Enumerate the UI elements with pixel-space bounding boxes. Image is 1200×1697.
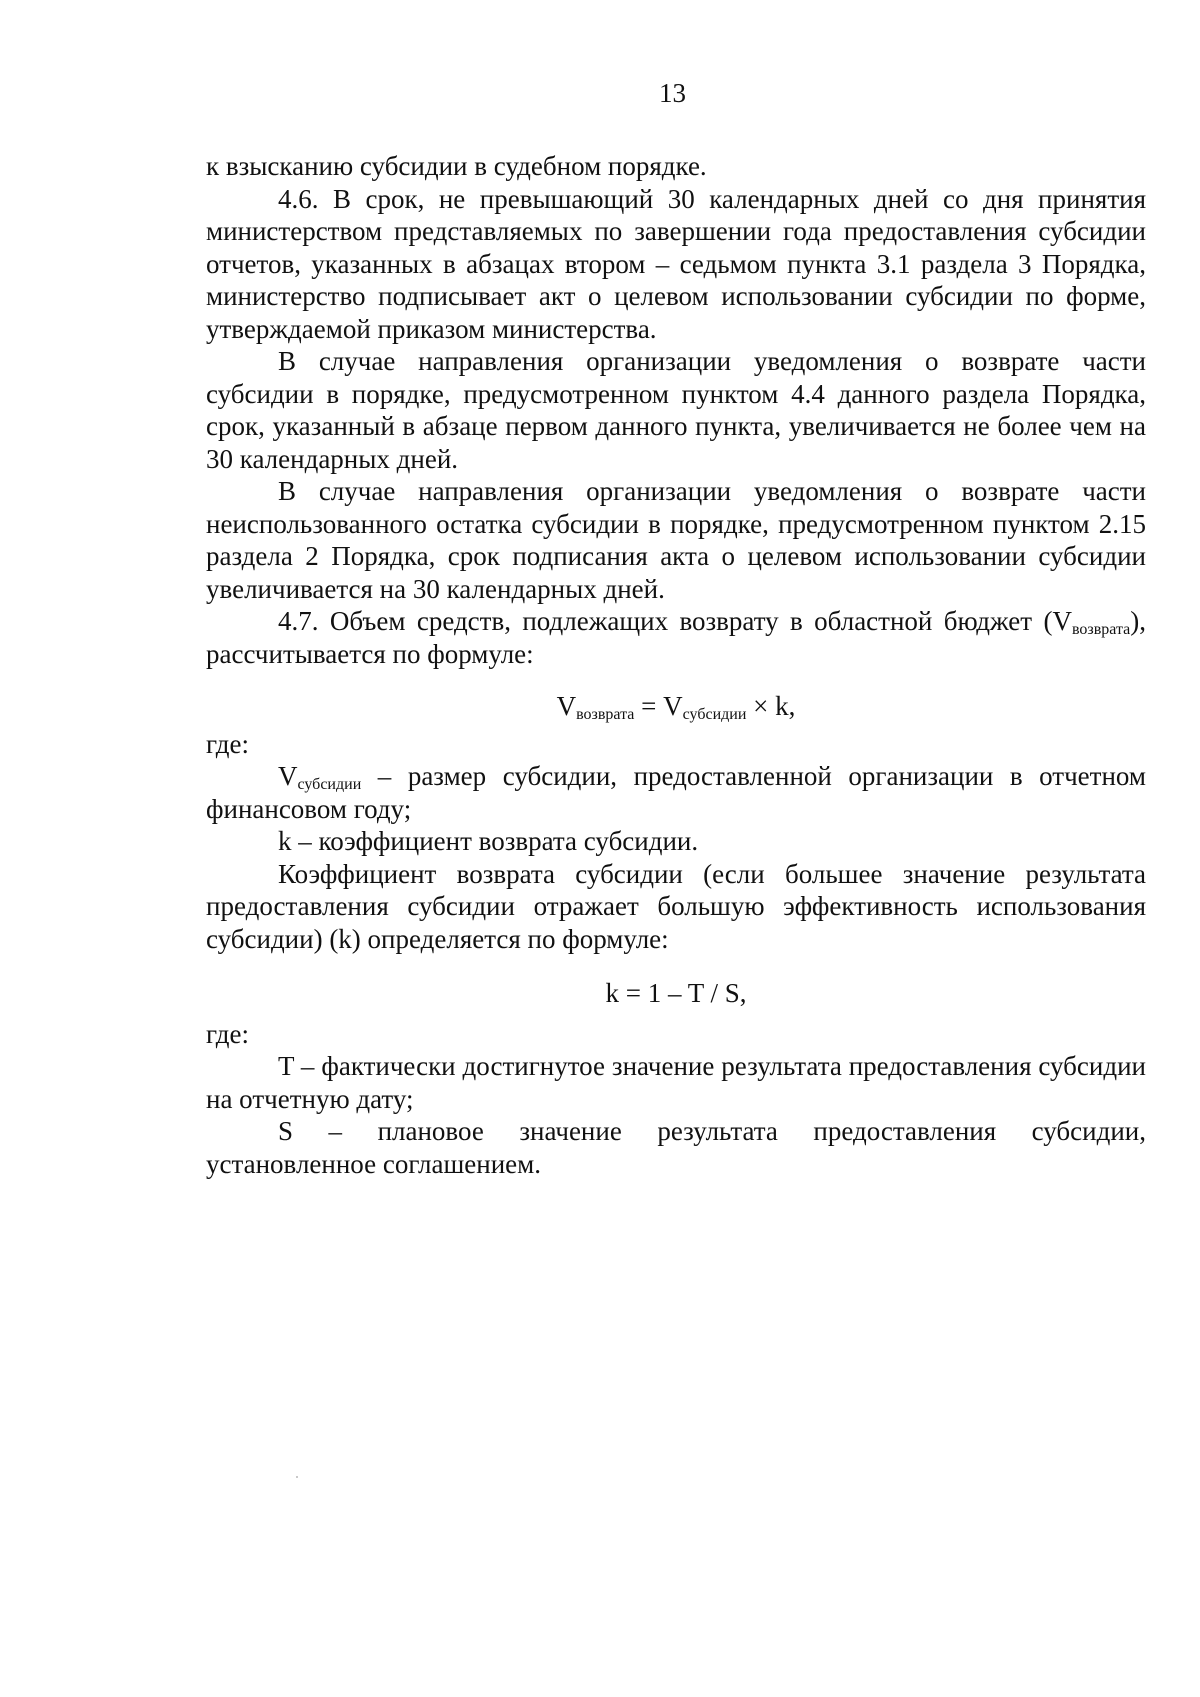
document-body xyxy=(206,150,1146,1180)
formula-times-k: × k, xyxy=(746,691,796,721)
where-label-2: где: xyxy=(206,1018,249,1049)
definition-k: k – коэффициент возврата субсидии. xyxy=(278,826,699,856)
paragraph-return-notice-1: В случае направления организации уведомления о возврате части субсидии в порядке, предусмотренном пунктом 4.4 данного раздела Порядка, срок, указанный в абзаце первом данного пункта, увеличивается не более чем на 30 календарных дней. xyxy=(206,346,1146,474)
formula-coefficient: k = 1 – T / S, xyxy=(605,978,747,1008)
definition-s: S – плановое значение результата предоставления субсидии, установленное соглашением. xyxy=(206,1116,1146,1179)
definition-v-subsidii xyxy=(206,760,1146,825)
definition-t: T – фактически достигнутое значение результата предоставления субсидии на отчетную дату; xyxy=(206,1051,1146,1114)
subscript-vozvrata: возврата xyxy=(1071,621,1131,638)
paragraph-4-7 xyxy=(206,605,1146,670)
paragraph-4-7-tail: ), рассчитывается по формуле: xyxy=(206,606,1146,669)
formula-equals-v: = V xyxy=(634,691,683,721)
paragraph-4-7-text: 4.7. Объем средств, подлежащих возврату в областной бюджет (V xyxy=(278,606,1072,636)
paragraph-return-notice-2: В случае направления организации уведомления о возврате части неиспользованного остатка субсидии в порядке, предусмотренном пунктом 2.15 раздела 2 Порядка, срок подписания акта о целевом использовании субсидии увеличивается на 30 календарных дней. xyxy=(206,476,1146,604)
formula-return-volume xyxy=(206,690,1146,723)
paragraph-1: к взысканию субсидии в судебном порядке. xyxy=(206,151,707,181)
paragraph-coefficient: Коэффициент возврата субсидии (если большее значение результата предоставления субсидии отражает большую эффективность использования субсидии) (k) определяется по формуле: xyxy=(206,858,1146,954)
definition-v: V xyxy=(278,761,298,791)
where-label-1: где: xyxy=(206,728,249,759)
paragraph-4-6: 4.6. В срок, не превышающий 30 календарных дней со дня принятия министерством представляемых по завершении года предоставления субсидии отчетов, указанных в абзацах втором – седьмом пункта 3.1 раздела 3 Порядка, министерство подписывает акт о целевом использовании субсидии по форме, утверждаемой приказом министерства. xyxy=(206,183,1146,344)
formula-sub-vozvrata: возврата xyxy=(576,706,635,723)
definition-v-text: – размер субсидии, предоставленной организации в отчетном финансовом году; xyxy=(206,761,1146,824)
formula-sub-subsidii: субсидии xyxy=(682,706,747,723)
formula-v: V xyxy=(556,691,577,721)
scan-dust-mark xyxy=(296,1476,298,1478)
page-number: 13 xyxy=(659,78,686,108)
definition-sub-subsidii: субсидии xyxy=(297,776,362,793)
